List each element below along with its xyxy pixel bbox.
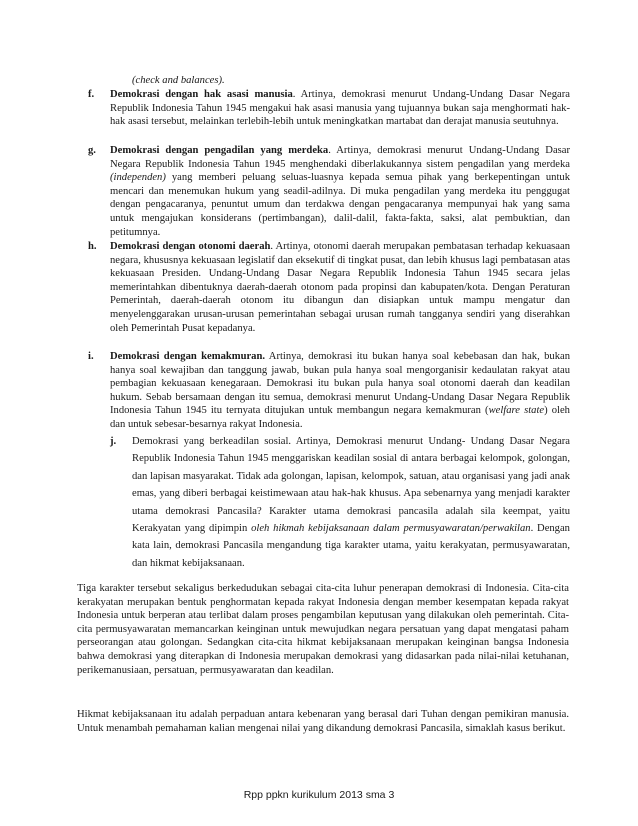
- list-marker: i.: [88, 351, 94, 362]
- list-marker: j.: [110, 436, 117, 447]
- item-title: Demokrasi dengan hak asasi manusia: [110, 89, 293, 100]
- list-item-text: [110, 88, 570, 129]
- item-body-italic: oleh hikmah kebijaksanaan dalam permusyawaratan/perwakilan: [251, 523, 531, 535]
- item-body: . Artinya, Demokrasi menurut Undang- Undang Dasar Negara Republik Indonesia Tahun 1945 menggariskan keadilan sosial di antara berbagai kelompok, golongan, dan lapisan masyarakat. Tidak ada golongan, lapisan, kelompok, satuan, atau organisasi yang jadi anak emas, yang diberi berbagai keistimewaan atau hak-hak khusus. Apa sebenarnya yang menjadi karakter utama demokrasi Pancasila? Karakter utama demokrasi pancasila adalah sila keempat, yaitu Kerakyatan yang dipimpin: [132, 436, 570, 535]
- list-item-text: [110, 350, 570, 432]
- list-item-text: [110, 433, 570, 572]
- list-marker: h.: [88, 241, 97, 252]
- list-item-g: [88, 144, 570, 239]
- item-body-italic: welfare state: [488, 405, 545, 417]
- item-body: Artinya, demokrasi itu bukan hanya soal kebebasan dan hak, bukan hanya soal kewajiban dan tanggung jawab, bukan pula hanya soal mengorganisir kedaulatan rakyat atau pembagian kekuasaan kenegaraan. Demokrasi itu bukan pula hanya soal otonomi daerah dan keadilan hukum. Sebab bersamaan dengan itu semua, demokrasi menurut Undang-Undang Dasar Negara Republik Indonesia Tahun 1945 itu ternyata ditujukan untuk membangun negara kemakmuran (: [110, 351, 570, 417]
- body-paragraph: Tiga karakter tersebut sekaligus berkedudukan sebagai cita-cita luhur penerapan demokrasi di Indonesia. Cita-cita kerakyatan merupakan bentuk penghormatan kepada rakyat Indonesia dengan member kesempatan kepada rakyat Indonesia untuk berperan atau terlibat dalam proses pengambilan keputusan yang dilakukan oleh pemerintah. Cita- cita permusyawaratan memancarkan keinginan untuk mewujudkan negara persatuan yang dapat mengatasi paham perseorangan atau golongan. Sedangkan cita-cita hikmat kebijaksanaan merupakan keinginan bangsa Indonesia bahwa demokrasi yang diterapkan di Indonesia merupakan demokrasi yang didasarkan pada nilai-nilai ketuhanan, perikemanusiaan, persatuan, permusyawaratan dan keadilan.: [77, 583, 569, 676]
- item-body: ) oleh dan untuk sebesar-besarnya rakyat Indonesia.: [110, 405, 570, 430]
- item-body: . Artinya, demokrasi menurut Undang-Undang Dasar Negara Republik Indonesia Tahun 1945 menghendaki diberlakukannya sistem pengadilan yang merdeka: [110, 145, 570, 170]
- item-body: . Artinya, demokrasi menurut Undang-Undang Dasar Negara Republik Indonesia Tahun 1945 mengakui hak asasi manusia yang tujuannya bukan saja menghormati hak-hak asasi tersebut, melainkan terlebih-lebih untuk meningkatkan martabat dan derajat manusia seutuhnya.: [110, 89, 570, 128]
- lead-text: (check and balances).: [132, 75, 225, 86]
- list-item-j: [110, 433, 570, 572]
- list-item-h: [88, 240, 570, 335]
- list-item-text: [110, 240, 570, 335]
- list-marker: g.: [88, 145, 96, 156]
- body-paragraph: Hikmat kebijaksanaan itu adalah perpaduan antara kebenaran yang berasal dari Tuhan dengan pemikiran manusia. Untuk menambah pemahaman kalian mengenai nilai yang dikandung demokrasi Pancasila, simaklah kasus berikut.: [77, 709, 569, 734]
- page-footer: Rpp ppkn kurikulum 2013 sma 3: [243, 789, 395, 801]
- list-item-text: [110, 144, 570, 239]
- item-title: Demokrasi dengan otonomi daerah: [110, 241, 271, 252]
- item-body: . Dengan kata lain, demokrasi Pancasila mengandung tiga karakter utama, yaitu kerakyatan, permusyawaratan, dan hikmat kebijaksanaan.: [132, 523, 570, 569]
- item-body-italic: (independen): [110, 172, 166, 184]
- list-item-f: [88, 88, 570, 129]
- item-body: yang memberi peluang seluas-luasnya kepada semua pihak yang berkepentingan untuk mencari dan menemukan hukum yang seadil-adilnya. Di muka pengadilan yang merdeka itu penggugat dengan pengacaranya, penuntut umum dan terdakwa dengan pengacaranya mempunyai hak yang sama untuk mengajukan konsiderans (pertimbangan), dalil-dalil, fakta-fakta, saksi, alat pembuktian, dan petitumnya.: [110, 172, 570, 238]
- item-title: Demokrasi yang berkeadilan sosial: [132, 436, 289, 447]
- list-marker: f.: [88, 89, 95, 100]
- item-title: Demokrasi dengan pengadilan yang merdeka: [110, 145, 329, 156]
- item-title: Demokrasi dengan kemakmuran.: [110, 351, 266, 362]
- list-item-i: [88, 350, 570, 432]
- item-body: . Artinya, otonomi daerah merupakan pembatasan terhadap kekuasaan negara, khususnya kekuasaan legislatif dan eksekutif di tingkat pusat, dan lebih khusus lagi pembatasan atas kekuasaan Presiden. Undang-Undang Dasar Negara Republik Indonesia Tahun 1945 secara jelas memerintahkan dibentuknya daerah-daerah otonom pada propinsi dan kabupaten/kota. Dengan Peraturan Pemerintah, daerah-daerah otonom itu dibangun dan disiapkan untuk mampu mengatur dan menyelenggarakan urusan-urusan pemerintahan sebagai urusan rumah tangganya sendiri yang diserahkan oleh Pemerintah Pusat kepadanya.: [110, 241, 570, 334]
